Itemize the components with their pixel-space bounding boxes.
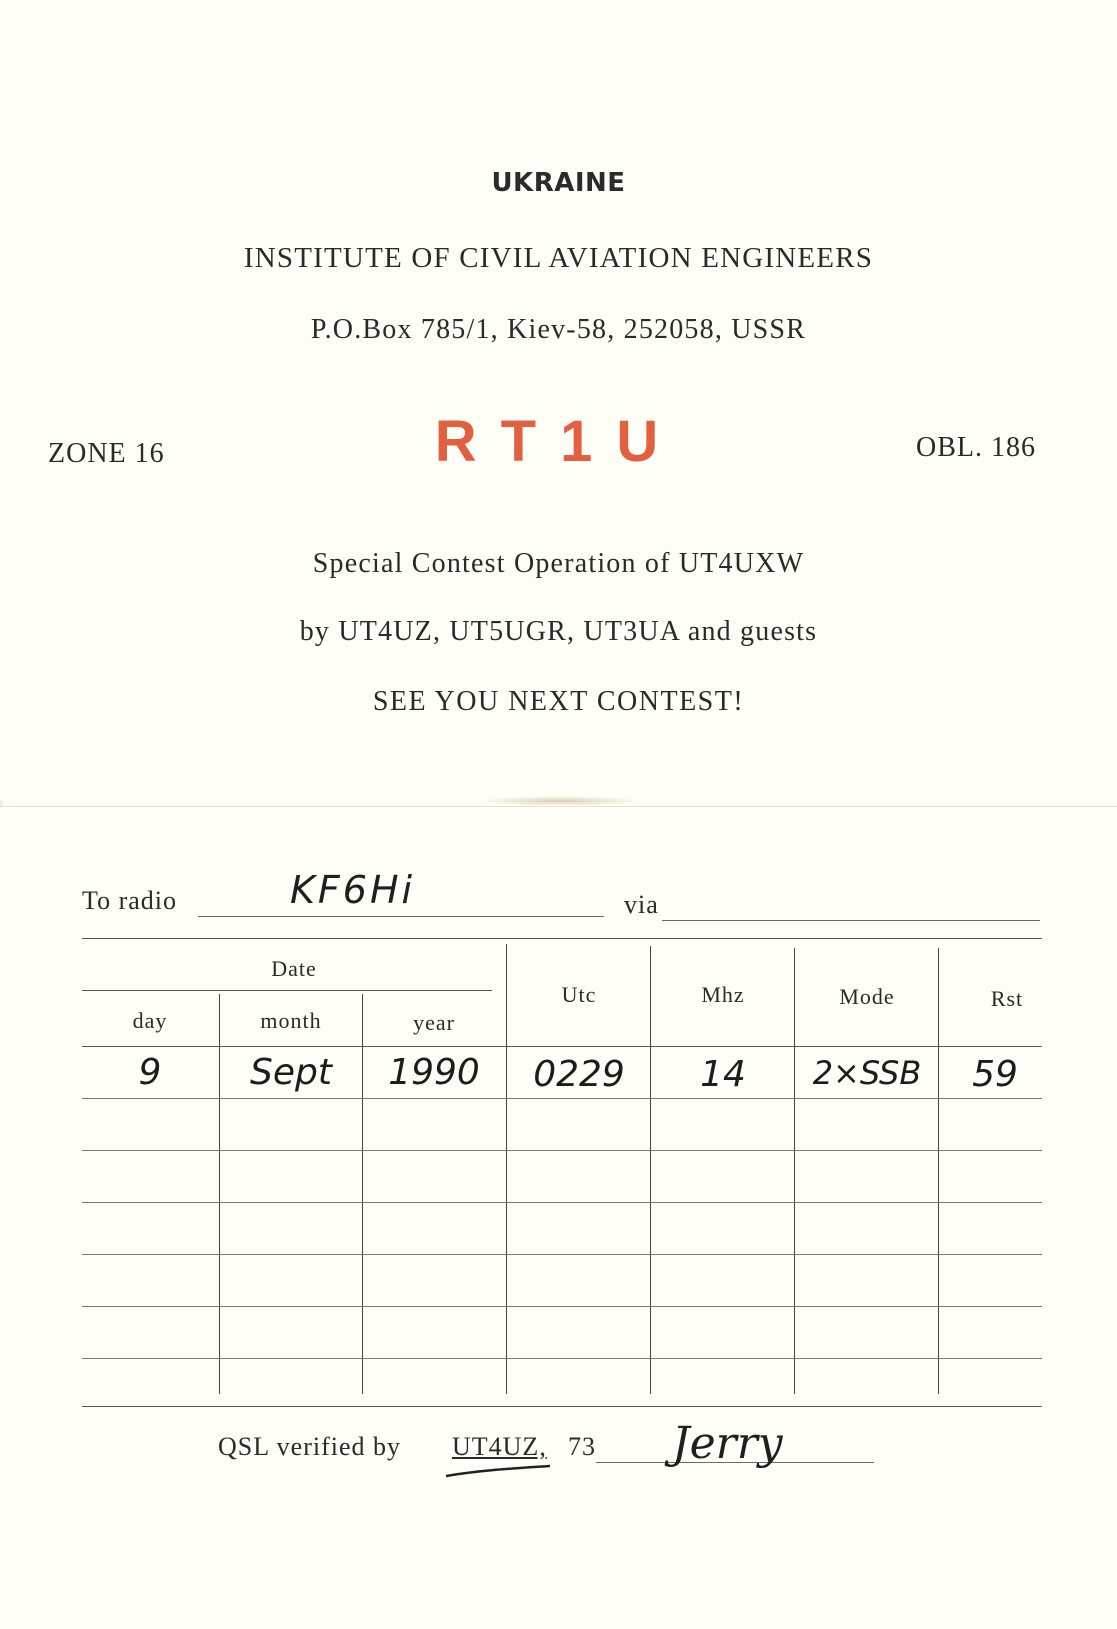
- verified-label: QSL verified by: [218, 1432, 401, 1461]
- zone-label: ZONE 16: [48, 438, 165, 469]
- header-mode: Mode: [839, 984, 895, 1009]
- qsl-card-front: [0, 0, 1117, 800]
- cell-year: 1990: [388, 1052, 480, 1093]
- signature: Jerry: [672, 1418, 783, 1469]
- verifier-callsign: UT4UZ,: [452, 1432, 547, 1461]
- header-year: year: [413, 1010, 455, 1035]
- greeting-73: 73: [568, 1432, 596, 1461]
- row-rule: [82, 1254, 1042, 1255]
- header-rst: Rst: [990, 986, 1024, 1011]
- farewell-text: SEE YOU NEXT CONTEST!: [372, 686, 745, 717]
- qsl-card-form: [0, 806, 1117, 1629]
- row-rule: [82, 1202, 1042, 1203]
- special-operation-text: Special Contest Operation of UT4UXW: [312, 548, 805, 579]
- header-bottom-rule: [82, 1046, 1042, 1047]
- cell-utc: 0229: [533, 1054, 625, 1095]
- table-top-rule: [82, 938, 1042, 939]
- row-rule: [82, 1358, 1042, 1359]
- header-month: month: [260, 1008, 322, 1033]
- col-divider-month: [362, 994, 363, 1394]
- header-day: day: [132, 1008, 168, 1033]
- via-label: via: [624, 890, 659, 919]
- col-divider-utc: [650, 946, 651, 1394]
- row-rule: [82, 1306, 1042, 1307]
- col-divider-mode: [938, 948, 939, 1394]
- row-rule: [82, 1098, 1042, 1099]
- date-subrule: [82, 990, 492, 991]
- underline-stroke: [440, 1458, 640, 1488]
- cell-rst: 59: [972, 1054, 1018, 1095]
- col-divider-mhz: [794, 948, 795, 1394]
- cell-month: Sept: [250, 1052, 332, 1093]
- header-mhz: Mhz: [701, 982, 745, 1007]
- cell-day: 9: [138, 1052, 162, 1093]
- via-underline: [662, 920, 1040, 921]
- cell-mode: 2×SSB: [812, 1054, 922, 1092]
- header-date: Date: [271, 956, 317, 981]
- callsign: RT1U: [434, 409, 683, 474]
- col-divider-year: [506, 944, 507, 1394]
- fold-mark: [480, 796, 640, 806]
- institute-name: INSTITUTE OF CIVIL AVIATION ENGINEERS: [243, 242, 874, 274]
- postal-address: P.O.Box 785/1, Kiev-58, 252058, USSR: [310, 314, 807, 345]
- country-heading: UKRAINE: [491, 168, 626, 198]
- to-radio-label: To radio: [82, 886, 177, 915]
- header-utc: Utc: [561, 982, 597, 1007]
- row-rule: [82, 1150, 1042, 1151]
- operators-text: by UT4UZ, UT5UGR, UT3UA and guests: [299, 616, 818, 647]
- to-radio-value: KF6Hi: [290, 868, 416, 912]
- cell-mhz: 14: [700, 1054, 746, 1095]
- to-radio-underline: [198, 916, 604, 917]
- oblast-label: OBL. 186: [916, 432, 1036, 463]
- table-bottom-rule: [82, 1406, 1042, 1407]
